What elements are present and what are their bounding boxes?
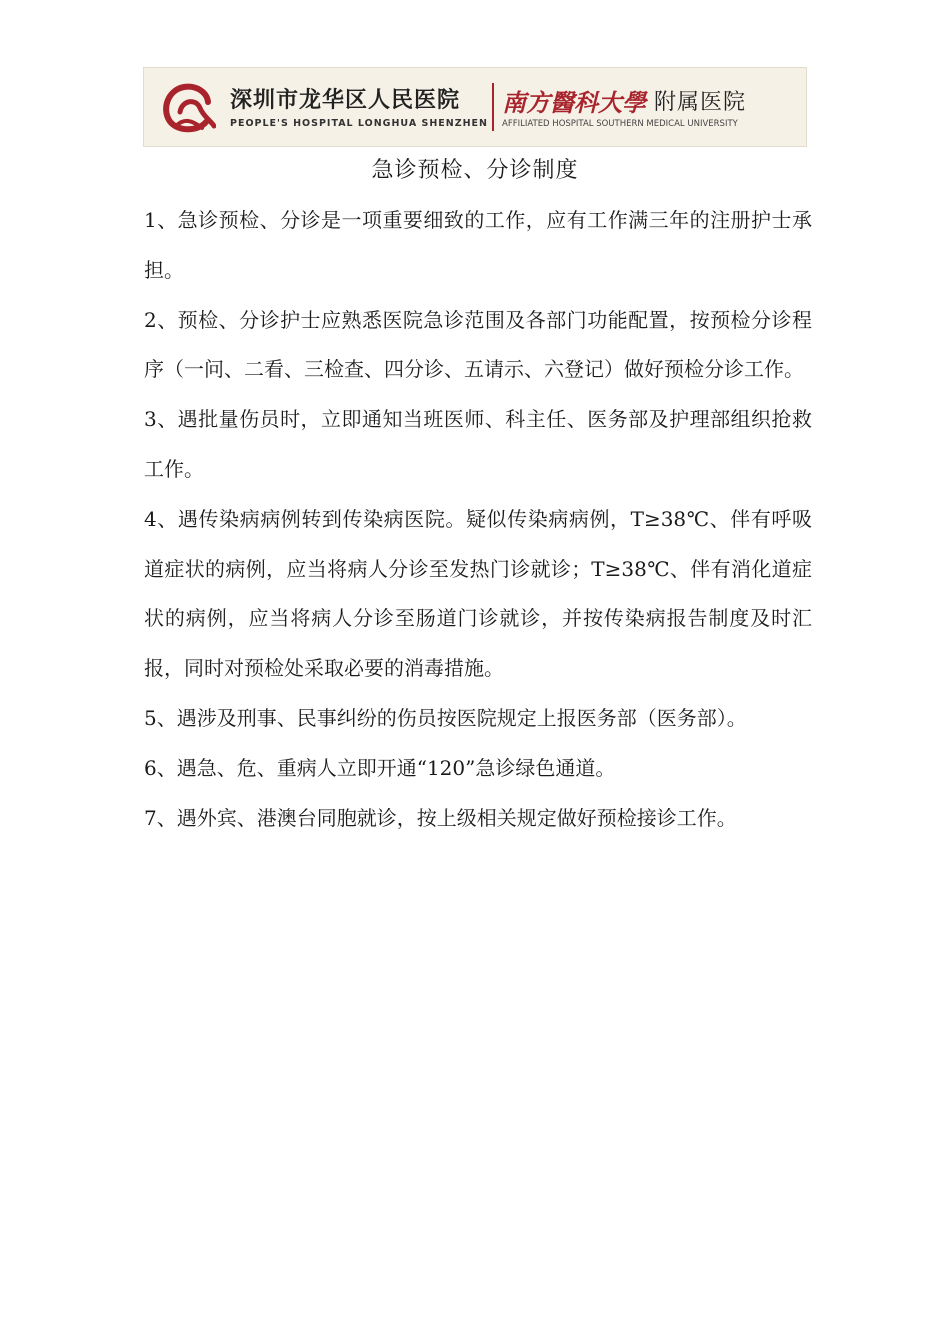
university-name-cn: 南方醫科大學 bbox=[502, 88, 646, 117]
hospital-name-cn: 深圳市龙华区人民医院 bbox=[230, 88, 461, 113]
affiliated-label-cn: 附属医院 bbox=[654, 90, 747, 115]
rule-paragraph-7: 7、遇外宾、港澳台同胞就诊，按上级相关规定做好预检接诊工作。 bbox=[144, 805, 737, 830]
rule-paragraph-5: 5、遇涉及刑事、民事纠纷的伤员按医院规定上报医务部（医务部）。 bbox=[144, 705, 747, 730]
affiliated-label-en: AFFILIATED HOSPITAL SOUTHERN MEDICAL UNIVERSITY bbox=[502, 119, 738, 129]
rule-paragraph-1: 1、急诊预检、分诊是一项重要细致的工作，应有工作满三年的注册护士承担。 bbox=[144, 208, 812, 282]
rule-paragraph-2: 2、预检、分诊护士应熟悉医院急诊范围及各部门功能配置，按预检分诊程序（一问、二看、三检查、四分诊、五请示、六登记）做好预检分诊工作。 bbox=[144, 307, 812, 382]
document-title: 急诊预检、分诊制度 bbox=[371, 158, 579, 183]
hospital-logo-icon bbox=[162, 82, 216, 134]
rule-paragraph-4: 4、遇传染病病例转到传染病医院。疑似传染病病例，T≥38℃、伴有呼吸道症状的病例，应当将病人分诊至发热门诊就诊；T≥38℃、伴有消化道症状的病例，应当将病人分诊至肠道门诊就诊，并按传染病报告制度及时汇报，同时对预检处采取必要的消毒措施。 bbox=[144, 506, 812, 681]
header-divider bbox=[492, 83, 494, 131]
hospital-header-banner bbox=[143, 67, 807, 147]
document-body bbox=[144, 196, 812, 843]
rule-paragraph-3: 3、遇批量伤员时，立即通知当班医师、科主任、医务部及护理部组织抢救工作。 bbox=[144, 407, 812, 481]
hospital-name-en: PEOPLE'S HOSPITAL LONGHUA SHENZHEN bbox=[230, 118, 488, 129]
rule-paragraph-6: 6、遇急、危、重病人立即开通“120”急诊绿色通道。 bbox=[144, 755, 616, 780]
